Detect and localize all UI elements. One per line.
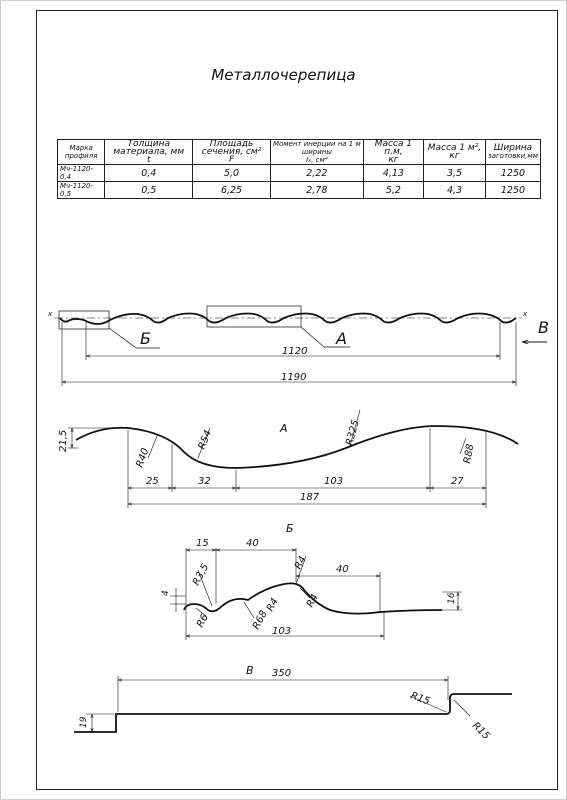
table-cell: 4,3 bbox=[424, 182, 486, 199]
radius-label-r40: R40 bbox=[134, 446, 152, 470]
detail-b-view bbox=[170, 548, 462, 640]
detail-b-ref-label: Б bbox=[140, 329, 151, 348]
table-cell: 3,5 bbox=[424, 165, 486, 182]
table-cell: 4,13 bbox=[363, 165, 423, 182]
radius-label-r54: R54 bbox=[196, 428, 215, 452]
table-cell: 2,22 bbox=[270, 165, 363, 182]
detail-a-view bbox=[68, 410, 518, 508]
radius-label-r4-top: R4 bbox=[292, 554, 309, 572]
dim-label-103: 103 bbox=[324, 476, 344, 487]
radius-label-r35: R3,5 bbox=[190, 562, 212, 588]
dim-label-15: 15 bbox=[196, 538, 209, 549]
leader-r15-b bbox=[454, 700, 470, 716]
drawing-title: Металлочерепица bbox=[211, 66, 356, 84]
view-v-ref-label: В bbox=[538, 318, 549, 337]
radius-label-r68: R68 bbox=[250, 608, 270, 632]
dim-label-4: 4 bbox=[161, 590, 171, 596]
dim-label-103-b: 103 bbox=[272, 626, 292, 637]
header-mass-per-meter: Масса 1 п.м, кг bbox=[363, 140, 423, 165]
dim-label-187: 187 bbox=[300, 492, 320, 503]
header-mass-per-sqm: Масса 1 м², кг bbox=[424, 140, 486, 165]
header-moment-inertia: Момент инерции на 1 м ширины Iₓ, см⁴ bbox=[270, 140, 363, 165]
dim-label-27: 27 bbox=[451, 476, 464, 487]
table-cell: 0,5 bbox=[105, 182, 193, 199]
radius-label-r4-right: R4 bbox=[304, 592, 321, 610]
dim-label-215: 21,5 bbox=[58, 429, 69, 452]
view-v-profile-line bbox=[74, 694, 512, 732]
detail-a-title: А bbox=[280, 422, 288, 435]
radius-label-r88: R88 bbox=[462, 443, 477, 465]
header-blank-width: Ширина заготовки,мм bbox=[485, 140, 540, 165]
dim-label-350: 350 bbox=[272, 668, 292, 679]
dim-label-40-right: 40 bbox=[336, 564, 349, 575]
radius-label-r4-left: R4 bbox=[264, 596, 281, 614]
detail-b-title: Б bbox=[286, 522, 294, 535]
dim-label-1120: 1120 bbox=[282, 346, 308, 357]
table-cell: 6,25 bbox=[193, 182, 271, 199]
table-cell: Мч-1120-0,4 bbox=[58, 165, 105, 182]
axis-mark-left: x bbox=[48, 310, 53, 318]
detail-a-leader bbox=[301, 327, 324, 347]
detail-b-leader bbox=[109, 328, 136, 348]
view-v bbox=[74, 676, 512, 732]
dim-label-19: 19 bbox=[79, 716, 89, 728]
dim-label-25: 25 bbox=[146, 476, 159, 487]
table-cell: 5,2 bbox=[363, 182, 423, 199]
table-cell: 1250 bbox=[485, 165, 540, 182]
table-cell: 1250 bbox=[485, 182, 540, 199]
table-cell: 2,78 bbox=[270, 182, 363, 199]
view-v-title: В bbox=[246, 664, 254, 677]
table-cell: Мч-1120-0,5 bbox=[58, 182, 105, 199]
dim-label-40-top: 40 bbox=[246, 538, 259, 549]
radius-label-r15-b: R15 bbox=[469, 720, 492, 743]
header-section-area: Площадь сечения, см² F bbox=[193, 140, 271, 165]
table-cell: 0,4 bbox=[105, 165, 193, 182]
radius-label-r15-a: R15 bbox=[408, 690, 432, 708]
table-cell: 5,0 bbox=[193, 165, 271, 182]
radius-label-r6: R6 bbox=[194, 612, 211, 630]
dim-label-1190: 1190 bbox=[281, 372, 307, 383]
radius-label-r325: R325 bbox=[344, 418, 362, 447]
header-profile-mark: Марка профиля bbox=[58, 140, 105, 165]
profile-sheet-line bbox=[60, 314, 516, 325]
leader-r68 bbox=[244, 602, 254, 618]
dim-label-32: 32 bbox=[198, 476, 211, 487]
axis-mark-right: x bbox=[523, 310, 528, 318]
header-thickness: Толщина материала, мм t bbox=[105, 140, 193, 165]
detail-a-ref-label: А bbox=[336, 329, 347, 348]
dim-label-16: 16 bbox=[447, 592, 457, 604]
